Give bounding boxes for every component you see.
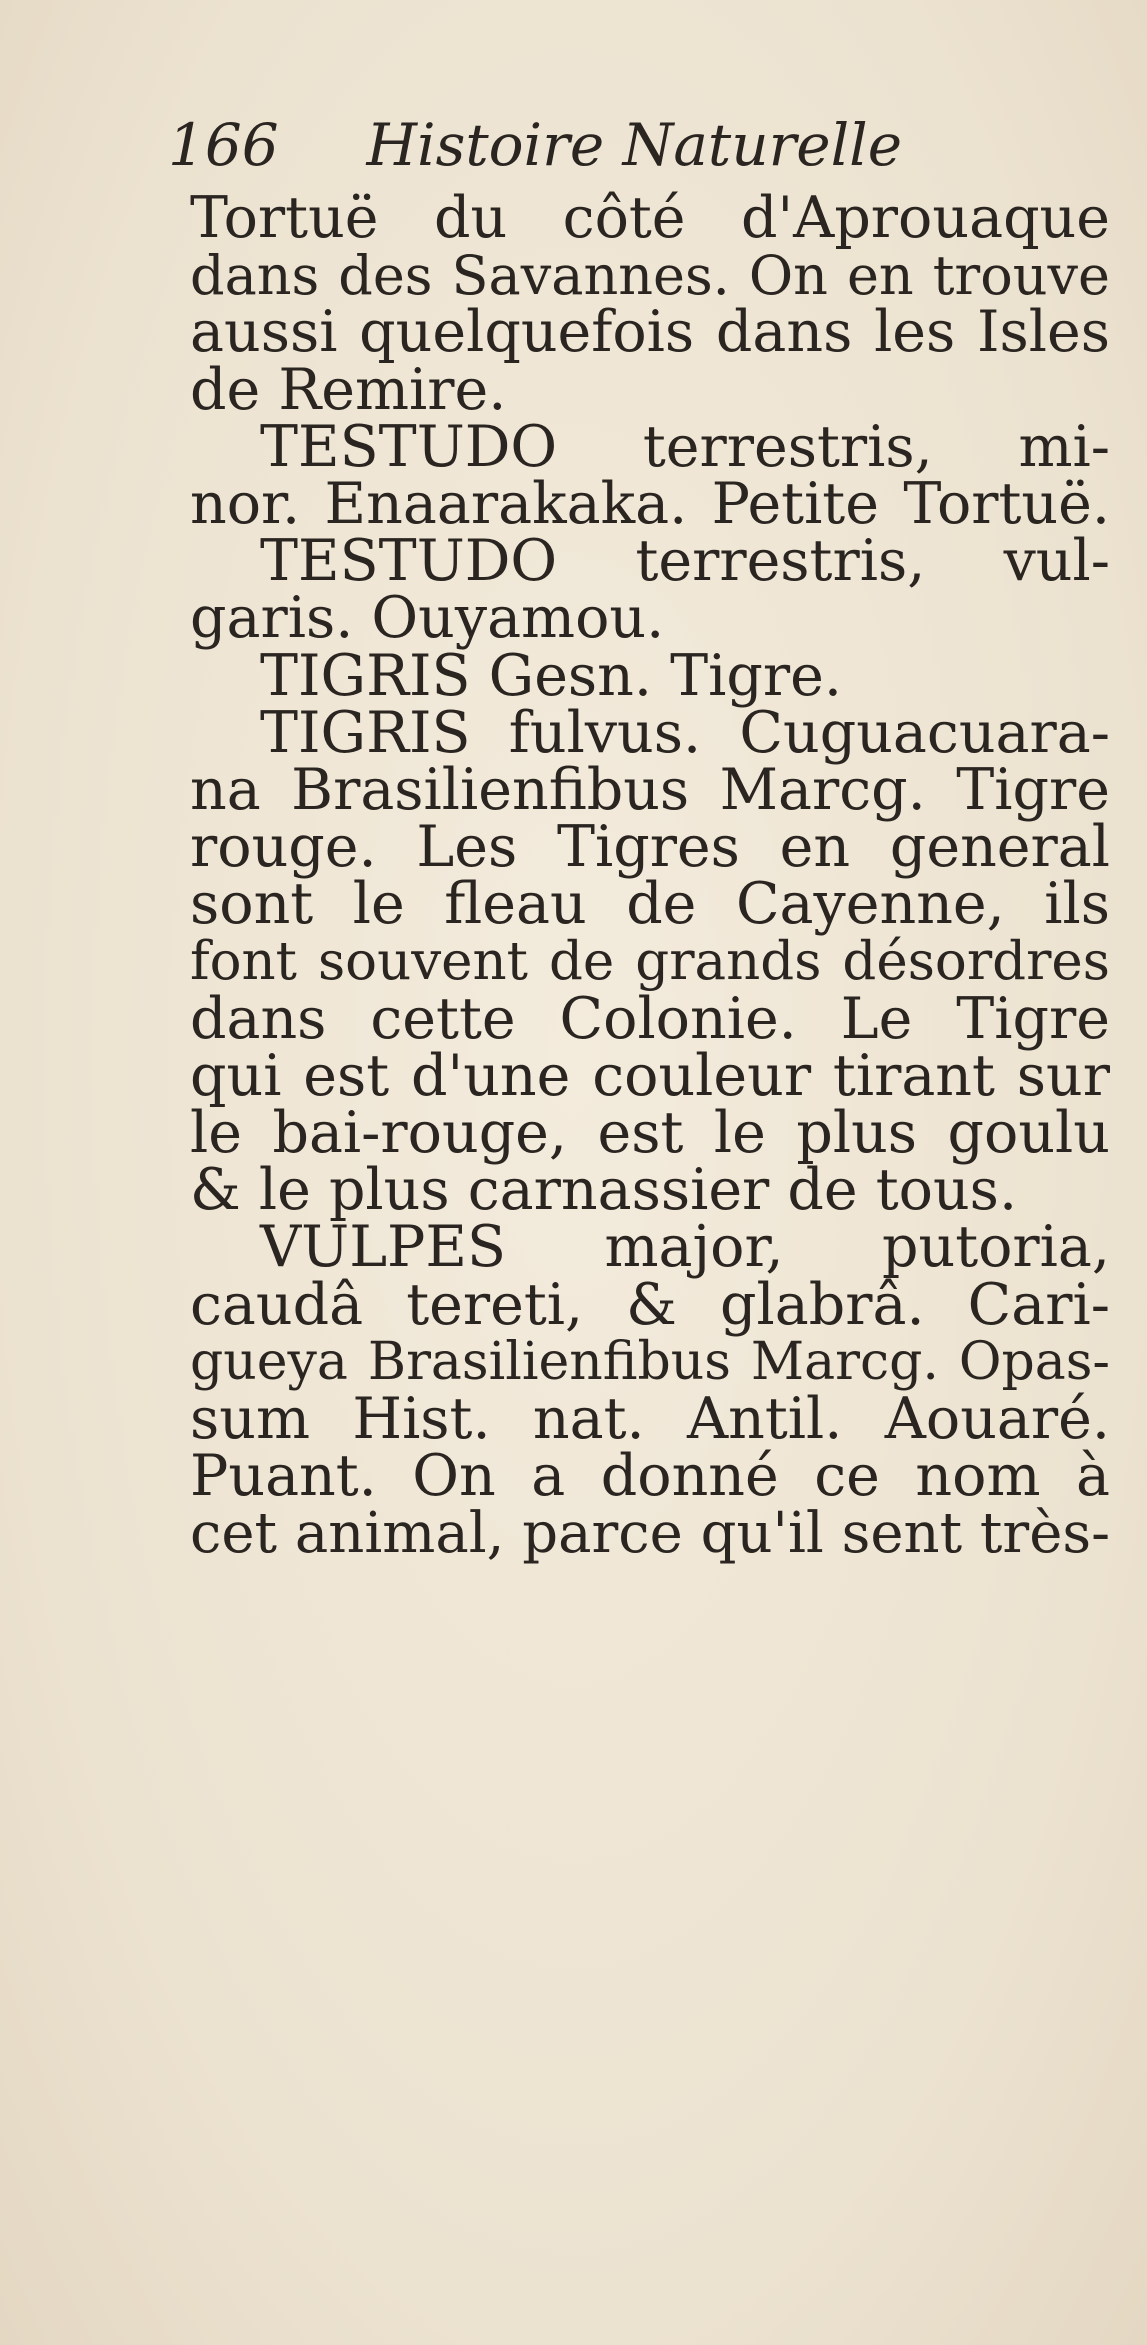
text-line: Tortuë du côté d'Aprouaque <box>190 185 1110 251</box>
text-line: garis. Ouyamou. <box>190 585 665 652</box>
running-title: Histoire Naturelle <box>366 111 903 179</box>
text-line: TESTUDO terrestris, vul- <box>260 528 1110 595</box>
text-line: cet animal, parce qu'il sent très- <box>190 1501 1110 1567</box>
text-line: sont le fleau de Cayenne, ils <box>190 871 1110 938</box>
text-line: TESTUDO terrestris, mi- <box>260 413 1110 480</box>
text-line: qui est d'une couleur tirant sur <box>190 1042 1110 1109</box>
text-line: dans des Savannes. On en trouve <box>190 244 1110 308</box>
text-line: VULPES major, putoria, <box>260 1214 1110 1281</box>
text-line: TIGRIS fulvus. Cuguacuara- <box>260 699 1110 766</box>
text-line: le bai-rouge, est le plus goulu <box>190 1100 1110 1166</box>
text-line: rouge. Les Tigres en general <box>190 814 1110 881</box>
text-line: dans cette Colonie. Le Tigre <box>190 985 1110 1052</box>
text-line: & le plus carnassier de tous. <box>190 1157 1018 1224</box>
text-line: de Remire. <box>190 356 507 423</box>
page-number: 166 <box>168 111 279 179</box>
text-line: nor. Enaarakaka. Petite Tortuë. <box>190 470 1110 537</box>
text-line: sum Hist. nat. Antil. Aouaré. <box>190 1385 1110 1452</box>
text-line: caudâ tereti, & glabrâ. Cari- <box>190 1271 1110 1338</box>
text-line: TIGRIS Gesn. Tigre. <box>260 642 842 709</box>
text-line: gueya Brasilienfibus Marcg. Opas- <box>190 1331 1110 1392</box>
text-line: aussi quelquefois dans les Isles <box>190 299 1110 366</box>
text-line: Puant. On a donné ce nom à <box>190 1443 1110 1510</box>
page-header <box>168 110 968 180</box>
text-line: font souvent de grands désordres <box>190 931 1110 993</box>
text-line: na Brasilienfibus Marcg. Tigre <box>190 756 1110 823</box>
body-text <box>190 185 1110 1567</box>
